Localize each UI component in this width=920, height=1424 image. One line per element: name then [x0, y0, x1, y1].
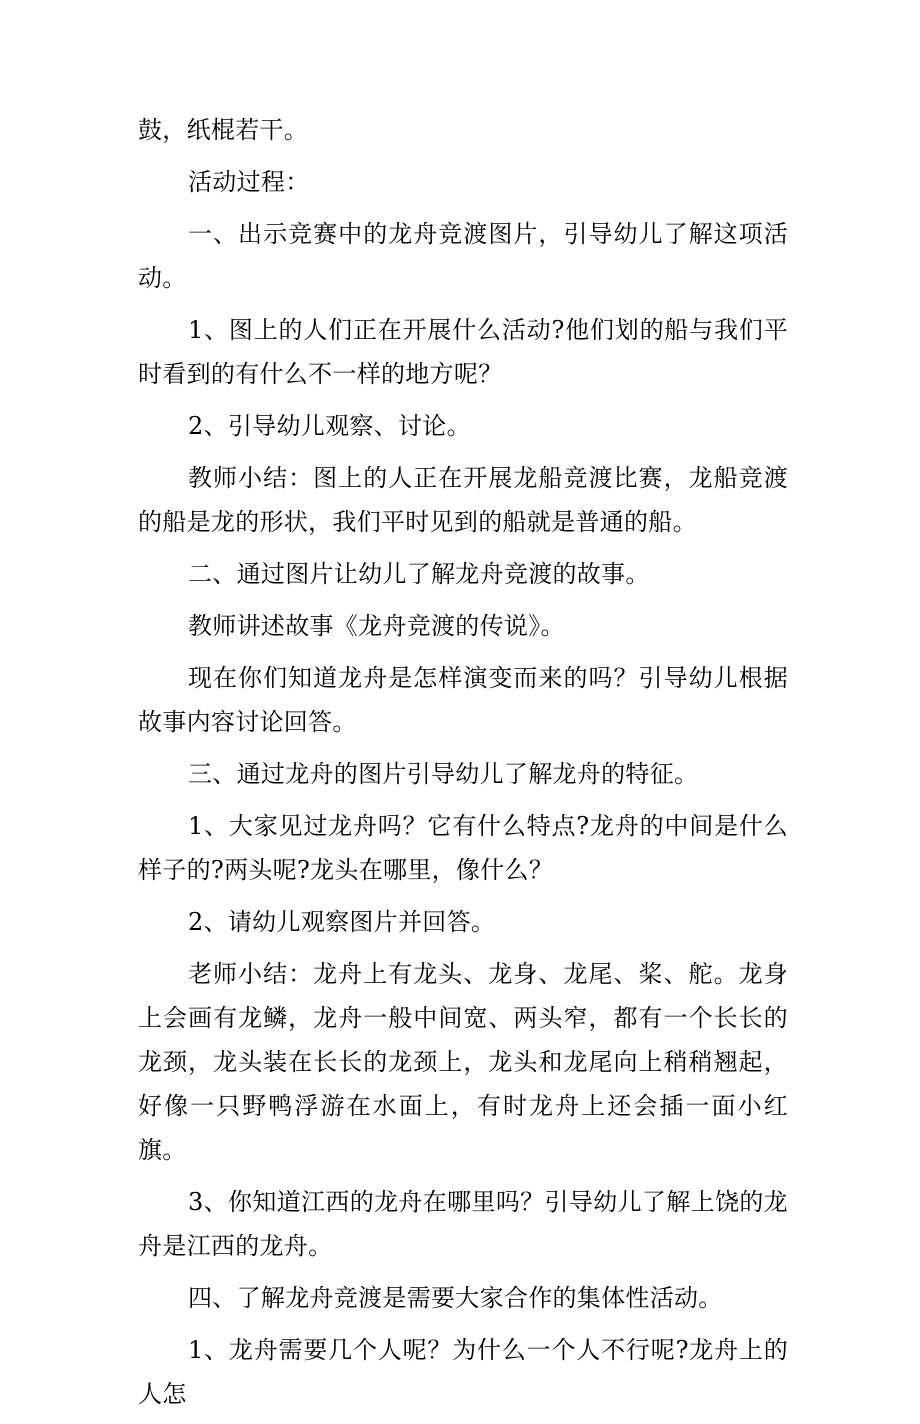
paragraph-jiangxi: 3、你知道江西的龙舟在哪里吗？引导幼儿了解上饶的龙舟是江西的龙舟。 — [138, 1188, 788, 1260]
section-1-heading: 一、出示竞赛中的龙舟竞渡图片，引导幼儿了解这项活动。 — [138, 220, 788, 292]
paragraph-teacher-summary-1: 教师小结：图上的人正在开展龙船竞渡比赛，龙船竞渡的船是龙的形状，我们平时见到的船就是普通的船。 — [138, 464, 788, 536]
paragraph-question-1: 1、图上的人们正在开展什么活动?他们划的船与我们平时看到的有什么不一样的地方呢？ — [138, 316, 788, 388]
section-4-heading: 四、了解龙舟竞渡是需要大家合作的集体性活动。 — [188, 1284, 723, 1312]
paragraph-question-features: 1、大家见过龙舟吗？它有什么特点?龙舟的中间是什么样子的?两头呢?龙头在哪里，像什么？ — [138, 812, 788, 884]
paragraph-question-team: 1、龙舟需要几个人呢？为什么一个人不行呢?龙舟上的人怎 — [138, 1336, 788, 1408]
paragraph-observe: 2、请幼儿观察图片并回答。 — [188, 908, 496, 936]
paragraph-materials-end: 鼓，纸棍若干。 — [138, 116, 309, 144]
document-page — [138, 108, 788, 1424]
heading-activity-process: 活动过程： — [188, 168, 310, 196]
paragraph-step-2: 2、引导幼儿观察、讨论。 — [188, 412, 471, 440]
paragraph-discussion: 现在你们知道龙舟是怎样演变而来的吗？引导幼儿根据故事内容讨论回答。 — [138, 664, 788, 736]
section-3-heading: 三、通过龙舟的图片引导幼儿了解龙舟的特征。 — [188, 760, 699, 788]
paragraph-story: 教师讲述故事《龙舟竞渡的传说》。 — [188, 612, 565, 640]
section-2-heading: 二、通过图片让幼儿了解龙舟竞渡的故事。 — [188, 560, 650, 588]
paragraph-teacher-summary-2: 老师小结：龙舟上有龙头、龙身、龙尾、桨、舵。龙身上会画有龙鳞，龙舟一般中间宽、两头窄，都有一个长长的龙颈，龙头装在长长的龙颈上，龙头和龙尾向上稍稍翘起，好像一只野鸭浮游在水面上，有时龙舟上还会插一面小红旗。 — [138, 960, 788, 1164]
